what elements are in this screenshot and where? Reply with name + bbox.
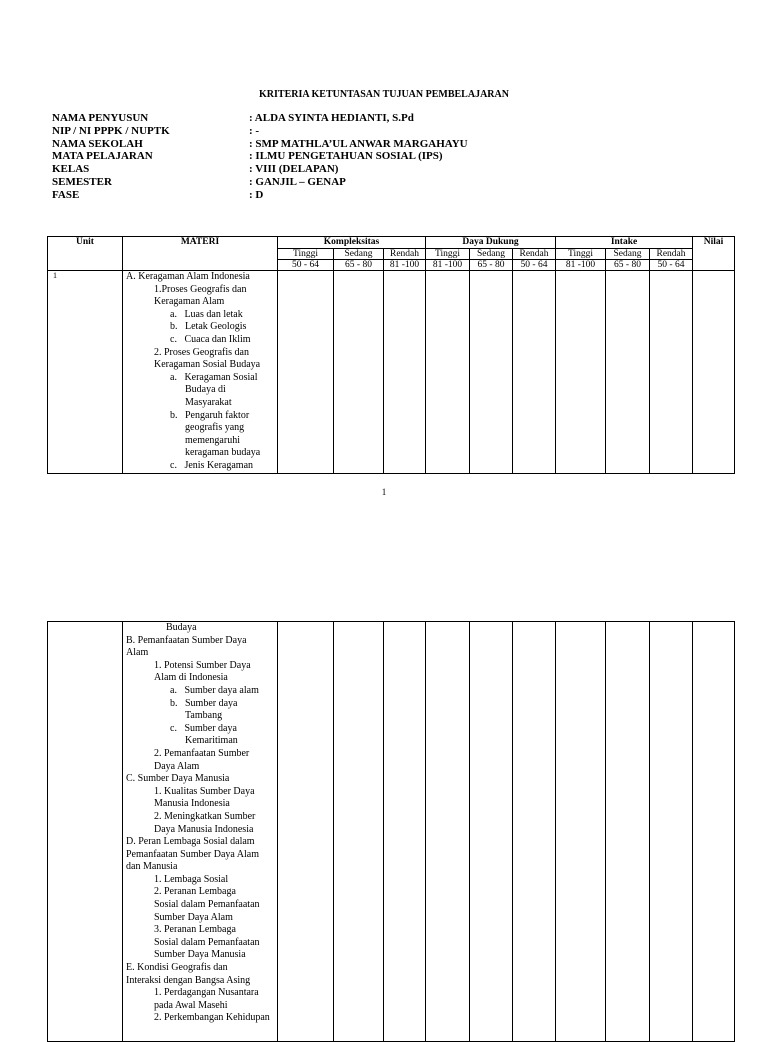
materi-line: Daya Manusia Indonesia	[154, 823, 254, 835]
nilai-cell	[693, 271, 735, 474]
score-cell	[384, 622, 426, 1042]
materi-line: c. Cuaca dan Iklim	[170, 333, 251, 345]
page-title: KRITERIA KETUNTASAN TUJUAN PEMBELAJARAN	[259, 89, 509, 100]
materi-line: 3. Peranan Lembaga	[154, 924, 236, 936]
level-header: Sedang	[606, 249, 650, 260]
materi-line: 2. Pemanfaatan Sumber	[154, 747, 250, 759]
nilai-cell	[693, 622, 735, 1042]
info-value: : ALDA SYINTA HEDIANTI, S.Pd	[249, 112, 414, 124]
materi-line: B. Pemanfaatan Sumber Daya	[126, 634, 247, 646]
materi-line: 2. Proses Geografis dan	[154, 346, 249, 358]
unit-cell	[48, 622, 123, 1042]
unit-cell: 1	[48, 271, 123, 474]
info-label: NIP / NI PPPK / NUPTK	[52, 124, 170, 137]
materi-line: Kemaritiman	[185, 735, 238, 747]
level-header: Rendah	[513, 249, 556, 260]
materi-line: pada Awal Masehi	[154, 999, 228, 1011]
materi-line: 1. Kualitas Sumber Daya	[154, 785, 255, 797]
score-cell	[650, 622, 693, 1042]
materi-line: dan Manusia	[126, 861, 178, 873]
info-value: : D	[249, 188, 264, 201]
info-value: : GANJIL – GENAP	[249, 175, 346, 188]
range-header: 81 -100	[556, 260, 606, 271]
materi-line: D. Peran Lembaga Sosial dalam	[126, 836, 255, 848]
info-value: : VIII (DELAPAN)	[249, 163, 339, 176]
materi-line: b. Letak Geologis	[170, 321, 247, 333]
score-cell	[334, 271, 384, 474]
info-row	[52, 150, 468, 163]
materi-line: Keragaman Alam	[154, 296, 225, 308]
score-cell	[650, 271, 693, 474]
score-cell	[470, 622, 513, 1042]
score-cell	[384, 271, 426, 474]
range-header: 81 -100	[426, 260, 470, 271]
range-header: 65 - 80	[470, 260, 513, 271]
range-header: 50 - 64	[278, 260, 334, 271]
materi-line: Pemanfaatan Sumber Daya Alam	[126, 848, 260, 860]
materi-line: 2. Perkembangan Kehidupan	[154, 1012, 270, 1024]
materi-line: c. Jenis Keragaman	[170, 459, 254, 471]
materi-line: 1. Perdagangan Nusantara	[154, 987, 259, 999]
score-cell	[556, 271, 606, 474]
range-header: 81 -100	[384, 260, 426, 271]
info-row	[52, 176, 468, 189]
materi-line: 1.Proses Geografis dan	[154, 283, 247, 295]
materi-line: Alam di Indonesia	[154, 672, 228, 684]
unit-header: Unit	[48, 237, 123, 271]
materi-line: Keragaman Sosial Budaya	[154, 359, 261, 371]
score-cell	[606, 622, 650, 1042]
score-cell	[606, 271, 650, 474]
level-header: Sedang	[470, 249, 513, 260]
materi-line: b. Sumber daya	[170, 697, 238, 709]
level-header: Sedang	[334, 249, 384, 260]
info-label: SEMESTER	[52, 175, 112, 188]
materi-line: geografis yang	[185, 422, 245, 434]
materi-line: C. Sumber Daya Manusia	[126, 773, 230, 785]
document-info	[52, 112, 468, 202]
info-row	[52, 125, 468, 138]
materi-line: a. Sumber daya alam	[170, 684, 259, 696]
materi-line: Sumber Daya Manusia	[154, 949, 246, 961]
materi-line: memengaruhi	[185, 434, 240, 446]
level-header: Rendah	[650, 249, 693, 260]
criteria-table-continued	[47, 621, 735, 1042]
materi-cell	[123, 271, 278, 474]
nilai-header: Nilai	[693, 237, 735, 271]
info-label: NAMA PENYUSUN	[52, 112, 149, 124]
info-label: NAMA SEKOLAH	[52, 137, 143, 150]
materi-line: keragaman budaya	[185, 447, 261, 459]
materi-line: Alam	[126, 647, 149, 659]
materi-cell	[123, 622, 278, 1042]
materi-line: Budaya di	[185, 384, 226, 396]
score-cell	[513, 271, 556, 474]
info-label: KELAS	[52, 163, 90, 176]
intake-header: Intake	[556, 237, 693, 249]
score-cell	[426, 271, 470, 474]
info-value: : SMP MATHLA’UL ANWAR MARGAHAYU	[249, 137, 468, 150]
info-row	[52, 163, 468, 176]
table-row	[48, 622, 735, 1042]
range-header: 50 - 64	[650, 260, 693, 271]
info-row	[52, 112, 468, 125]
materi-line: Sumber Daya Alam	[154, 911, 233, 923]
page-number: 1	[381, 487, 387, 497]
criteria-table	[47, 236, 735, 474]
score-cell	[513, 622, 556, 1042]
materi-line: 2. Meningkatkan Sumber	[154, 810, 256, 822]
range-header: 50 - 64	[513, 260, 556, 271]
materi-line: 1. Potensi Sumber Daya	[154, 659, 251, 671]
info-row	[52, 189, 468, 202]
table-row	[48, 271, 735, 474]
materi-line: 2. Peranan Lembaga	[154, 886, 236, 898]
materi-line: E. Kondisi Geografis dan	[126, 962, 228, 974]
daya-dukung-header: Daya Dukung	[426, 237, 556, 249]
score-cell	[278, 271, 334, 474]
materi-line: a. Luas dan letak	[170, 308, 243, 320]
level-header: Rendah	[384, 249, 426, 260]
materi-line: a. Keragaman Sosial	[170, 371, 258, 383]
kompleksitas-header: Kompleksitas	[278, 237, 426, 249]
info-label: MATA PELAJARAN	[52, 150, 153, 163]
materi-line: c. Sumber daya	[170, 722, 237, 734]
score-cell	[426, 622, 470, 1042]
level-header: Tinggi	[556, 249, 606, 260]
materi-line: Tambang	[185, 710, 223, 722]
score-cell	[470, 271, 513, 474]
materi-line: Budaya	[166, 622, 197, 633]
level-header: Tinggi	[278, 249, 334, 260]
info-value: : ILMU PENGETAHUAN SOSIAL (IPS)	[249, 150, 443, 163]
materi-line: A. Keragaman Alam Indonesia	[126, 271, 250, 282]
materi-line: Manusia Indonesia	[154, 798, 230, 810]
score-cell	[334, 622, 384, 1042]
info-label: FASE	[52, 188, 80, 201]
score-cell	[278, 622, 334, 1042]
info-value: : -	[249, 124, 260, 137]
materi-line: Interaksi dengan Bangsa Asing	[126, 974, 251, 986]
materi-header: MATERI	[123, 237, 278, 271]
materi-line: Sosial dalam Pemanfaatan	[154, 936, 260, 948]
materi-line: 1. Lembaga Sosial	[154, 873, 229, 885]
materi-line: Sosial dalam Pemanfaatan	[154, 899, 260, 911]
range-header: 65 - 80	[334, 260, 384, 271]
level-header: Tinggi	[426, 249, 470, 260]
materi-line: Daya Alam	[154, 760, 200, 772]
range-header: 65 - 80	[606, 260, 650, 271]
score-cell	[556, 622, 606, 1042]
materi-line: b. Pengaruh faktor	[170, 409, 250, 421]
materi-line: Masyarakat	[185, 396, 232, 408]
info-row	[52, 138, 468, 151]
